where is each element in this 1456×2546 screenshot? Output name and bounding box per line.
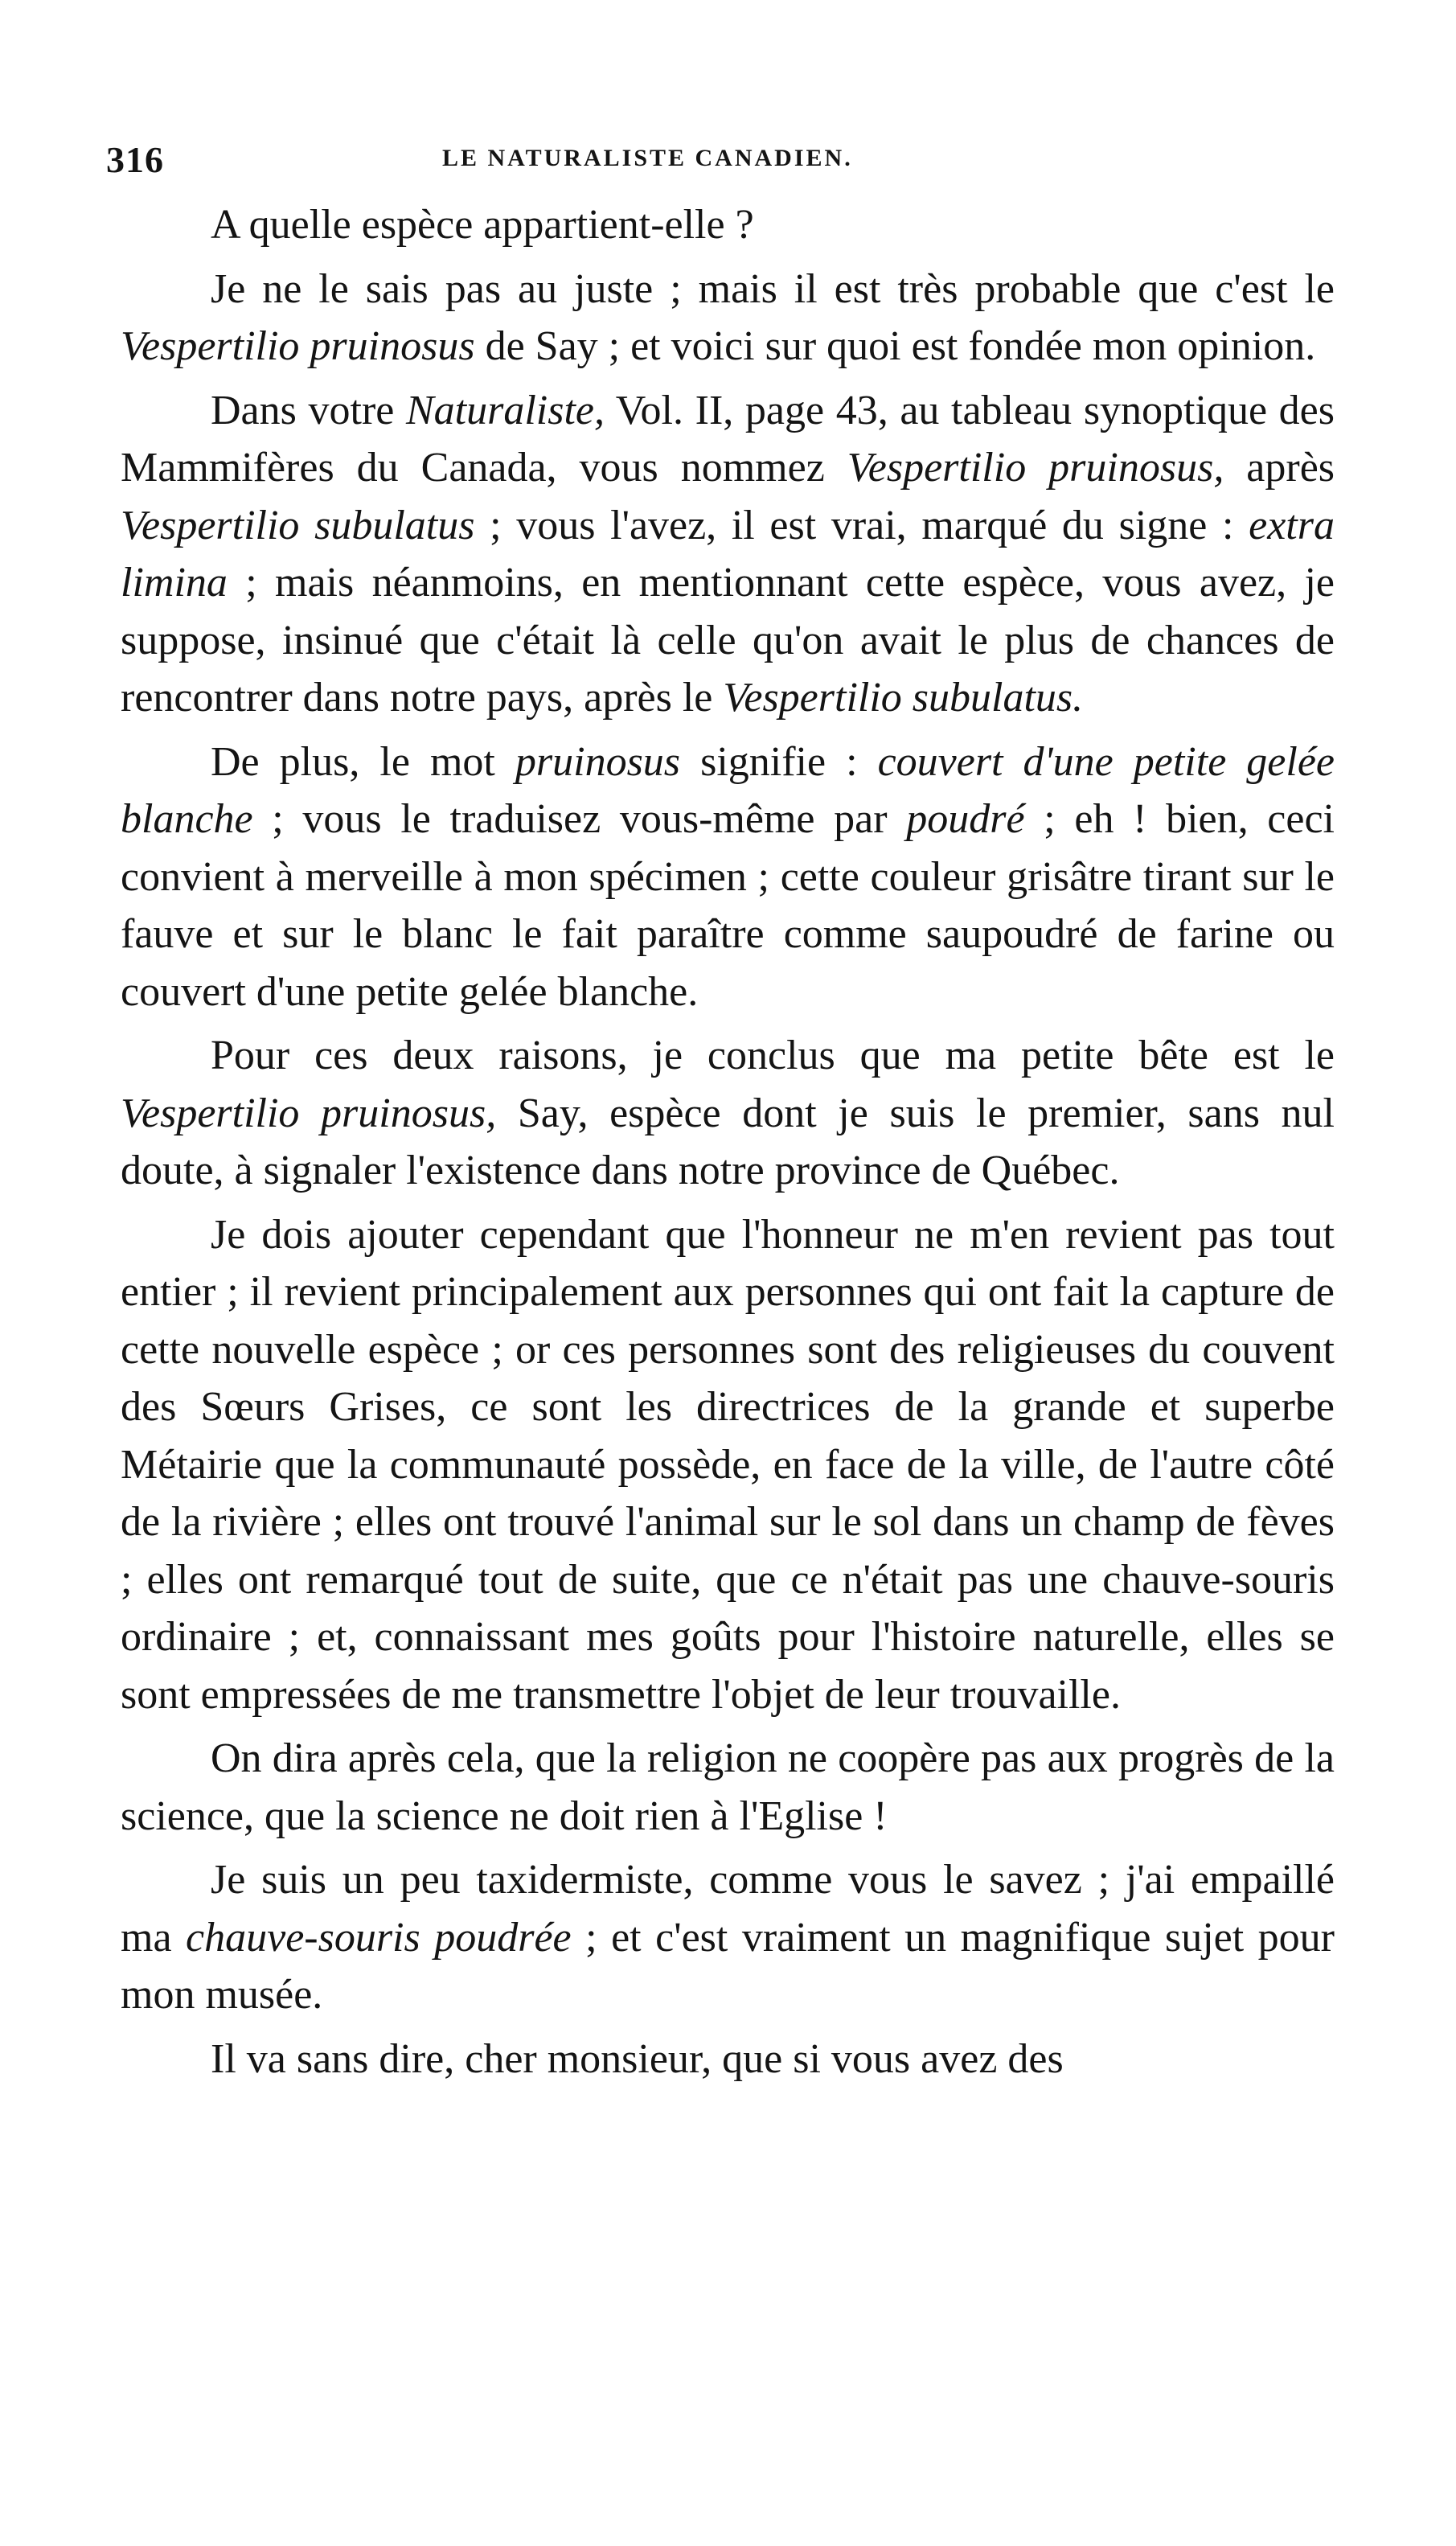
text-run: Vol. II, page 43, au tableau synoptique des Mammifères du Canada, vous nommez: [121, 387, 1335, 491]
specimen-name-italic: chauve-souris poudrée: [186, 1914, 572, 1961]
paragraph: [121, 1730, 1335, 1845]
latin-phrase-italic: extra limina: [121, 502, 1335, 606]
translation-italic: poudré: [906, 796, 1025, 842]
text-run: Je suis un peu taxidermiste, comme vous le savez ; j'ai empaillé ma: [121, 1857, 1335, 1961]
species-name-italic: Vespertilio subulatus.: [723, 675, 1084, 721]
paragraph: [121, 382, 1335, 727]
text-run: de Say ; et voici sur quoi est fondée mon opinion.: [474, 323, 1316, 369]
paragraph: [121, 1027, 1335, 1200]
paragraph: [121, 1206, 1335, 1724]
text-run: signifie :: [680, 738, 878, 785]
text-run: Je ne le sais pas au juste ; mais il est très probable que c'est le: [211, 265, 1335, 312]
text-run: Say, espèce dont je suis le premier, sans nul doute, à signaler l'existence dans notre province de Québec.: [121, 1090, 1335, 1193]
text-run: On dira après cela, que la religion ne coopère pas aux progrès de la science, que la science ne doit rien à l'Eglise !: [121, 1735, 1335, 1839]
text-run: ; vous l'avez, il est vrai, marqué du signe :: [474, 502, 1249, 548]
text-run: Je dois ajouter cependant que l'honneur ne m'en revient pas tout entier ; il revient principalement aux personnes qui ont fait la capture de cette nouvelle espèce ; or ces personnes sont des religieuses du couvent des Sœurs Grises, ce sont les directrices de la grande et superbe Métairie que la communauté possède, en face de la ville, de l'autre côté de la rivière ; elles ont trouvé l'animal sur le sol dans un champ de fèves ; elles ont remarqué tout de suite, que ce n'était pas une chauve-souris ordinaire ; et, connaissant mes goûts pour l'histoire naturelle, elles se sont empressées de me transmettre l'objet de leur trouvaille.: [121, 1211, 1335, 1718]
paragraph: [121, 196, 1335, 254]
text-run: Dans votre: [211, 387, 406, 433]
text-run: A quelle espèce appartient-elle ?: [211, 202, 754, 248]
journal-name-italic: Naturaliste,: [405, 387, 605, 433]
text-run: ; eh ! bien, ceci convient à merveille à mon spécimen ; cette couleur grisâtre tirant sur le fauve et sur le blanc le fait paraître comme saupoudré de farine ou couvert d'une petite gelée blanche.: [121, 796, 1335, 1015]
paragraph: [121, 1851, 1335, 2024]
journal-title: LE NATURALISTE CANADIEN.: [442, 145, 853, 171]
text-run: De plus, le mot: [211, 738, 515, 785]
paragraph: [121, 2031, 1335, 2088]
text-run: après: [1224, 445, 1335, 491]
paragraph: [121, 733, 1335, 1021]
text-run: ; vous le traduisez vous-même par: [252, 796, 907, 842]
text-run: ; mais néanmoins, en mentionnant cette espèce, vous avez, je suppose, insinué que c'était là celle qu'on avait le plus de chances de rencontrer dans notre pays, après le: [121, 560, 1335, 721]
book-page: [106, 121, 1335, 2088]
text-run: ; et c'est vraiment un magnifique sujet pour mon musée.: [121, 1914, 1335, 2018]
running-head: [106, 121, 1335, 185]
species-name-italic: Vespertilio pruinosus,: [847, 445, 1224, 491]
species-name-italic: Vespertilio pruinosus,: [121, 1090, 497, 1136]
latin-word-italic: pruinosus: [515, 738, 681, 785]
species-name-italic: Vespertilio pruinosus: [121, 323, 475, 369]
paragraph: [121, 261, 1335, 376]
page-number: 316: [106, 139, 164, 180]
body-text: [121, 196, 1335, 2088]
species-name-italic: Vespertilio subulatus: [121, 502, 475, 548]
text-run: Il va sans dire, cher monsieur, que si vous avez des: [211, 2035, 1064, 2082]
text-run: Pour ces deux raisons, je conclus que ma petite bête est le: [211, 1033, 1335, 1078]
translation-italic: couvert d'une petite gelée blanche: [121, 738, 1335, 842]
